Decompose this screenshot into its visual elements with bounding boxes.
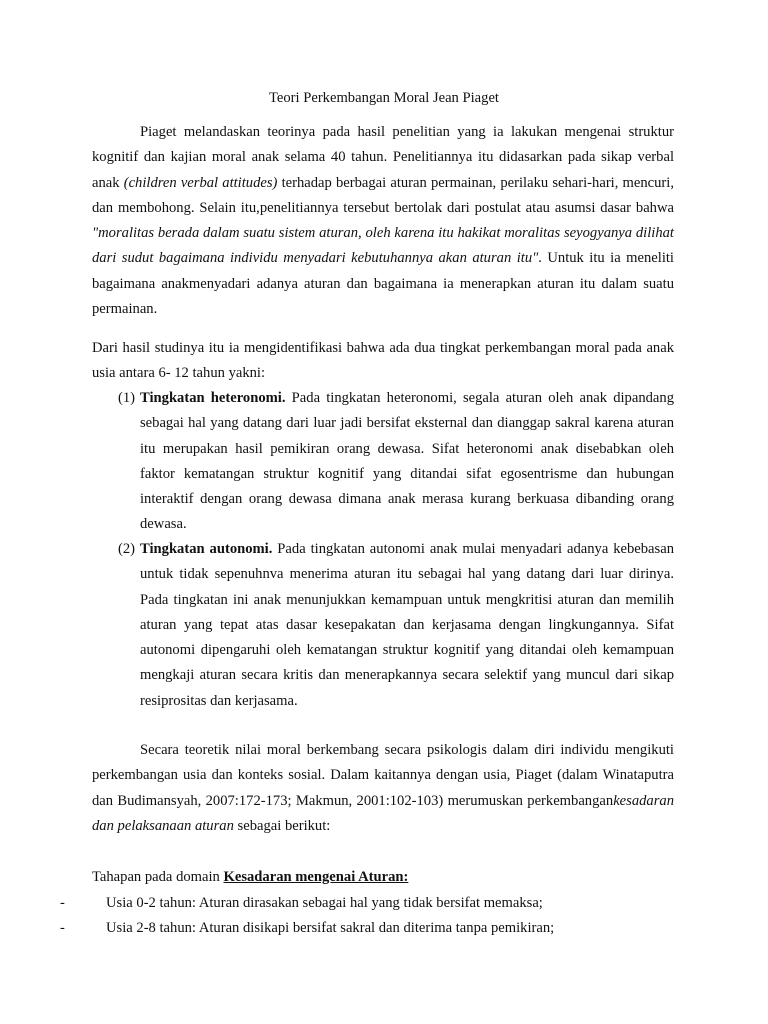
intro-italic-2: "moralitas berada dalam suatu sistem aturan, oleh karena itu hakikat moralitas seyogyanya dilihat dari sudut bagaimana individu menyadari kebutuhannya akan aturan itu" — [92, 225, 674, 267]
level-heading: Tingkatan heteronomi. — [140, 390, 286, 406]
intro-italic-1: (children verbal attitudes) — [123, 174, 278, 191]
bullet-item: Usia 2-8 tahun: Aturan disikapi bersifat sakral dan diterima tanpa pemikiran; — [106, 920, 555, 936]
level-item-heteronomi — [118, 386, 674, 538]
intro-text-3: . Untuk itu ia meneliti bagaimana anakmenyadari adanya aturan dan bagaimana ia menerapkan aturan itu dalam suatu permainan. — [92, 250, 674, 318]
bullet-mark: - — [60, 895, 65, 911]
intro-paragraph — [92, 120, 674, 322]
theory-paragraph — [92, 738, 674, 839]
level-text: Pada tingkatan heteronomi, segala aturan oleh anak dipandang sebagai hal yang datang dari luar jadi bersifat eksternal dan dianggap sakral karena aturan itu merupakan hasil pemikiran orang dewasa. Sifat heteronomi anak disebabkan oleh faktor kematangan struktur kognitif yang ditandai sifat egosentrisme dan hubungan interaktif dengan orang dewasa dimana anak merasa kurang berkuasa dibanding orang dewasa. — [140, 390, 674, 533]
stage-intro-text: Tahapan pada domain — [92, 869, 224, 885]
bullet-mark: - — [60, 920, 65, 936]
document-title: Teori Perkembangan Moral Jean Piaget — [269, 90, 499, 106]
stage-intro — [92, 865, 674, 890]
theory-text-2: sebagai berikut: — [233, 817, 331, 834]
theory-text-1: Secara teoretik nilai moral berkembang secara psikologis dalam diri individu mengikuti perkembangan usia dan konteks sosial. Dalam kaitannya dengan usia, Piaget (dalam Winataputra dan Budimansyah, 2007:172-173; Makmun, 2001:102-103) merumuskan perkembangan — [92, 742, 674, 809]
intro-text-2: terhadap berbagai aturan permainan, perilaku sehari-hari, mencuri, dan membohong. Selain itu,penelitiannya tersebut bertolak dari postulat atau asumsi dasar bahwa — [92, 174, 674, 216]
level-item-autonomi — [118, 537, 674, 714]
stage-heading: Kesadaran mengenai Aturan: — [223, 869, 409, 885]
level-text: Pada tingkatan autonomi anak mulai menyadari adanya kebebasan untuk tidak sepenuhnva menerima aturan itu sebagai hal yang datang dari luar dirinya. Pada tingkatan ini anak menunjukkan kemampuan untuk mengkritisi aturan dan memilih aturan yang tepat atas dasar kesepakatan dan kerjasama dengan lingkungannya. Sifat autonomi dipengaruhi oleh kematangan struktur kognitif yang ditandai oleh kemampuan mengkaji aturan secara kritis dan menerapkannya secara selektif yang muncul dari sikap resiprositas dan kerjasama. — [140, 541, 674, 709]
intro-text-1: Piaget melandaskan teorinya pada hasil penelitian yang ia lakukan mengenai struktur kognitif dan kajian moral anak selama 40 tahun. Penelitiannya itu didasarkan pada sikap verbal anak — [92, 124, 674, 191]
level-number: (1) — [118, 390, 136, 406]
level-number: (2) — [118, 541, 136, 557]
theory-italic: kesadaran dan pelaksanaan aturan — [92, 792, 674, 834]
bullet-item: Usia 0-2 tahun: Aturan dirasakan sebagai hal yang tidak bersifat memaksa; — [106, 895, 543, 911]
level-heading: Tingkatan autonomi. — [140, 541, 273, 557]
findings-paragraph: Dari hasil studinya itu ia mengidentifikasi bahwa ada dua tingkat perkembangan moral pada anak usia antara 6- 12 tahun yakni: — [92, 340, 674, 382]
